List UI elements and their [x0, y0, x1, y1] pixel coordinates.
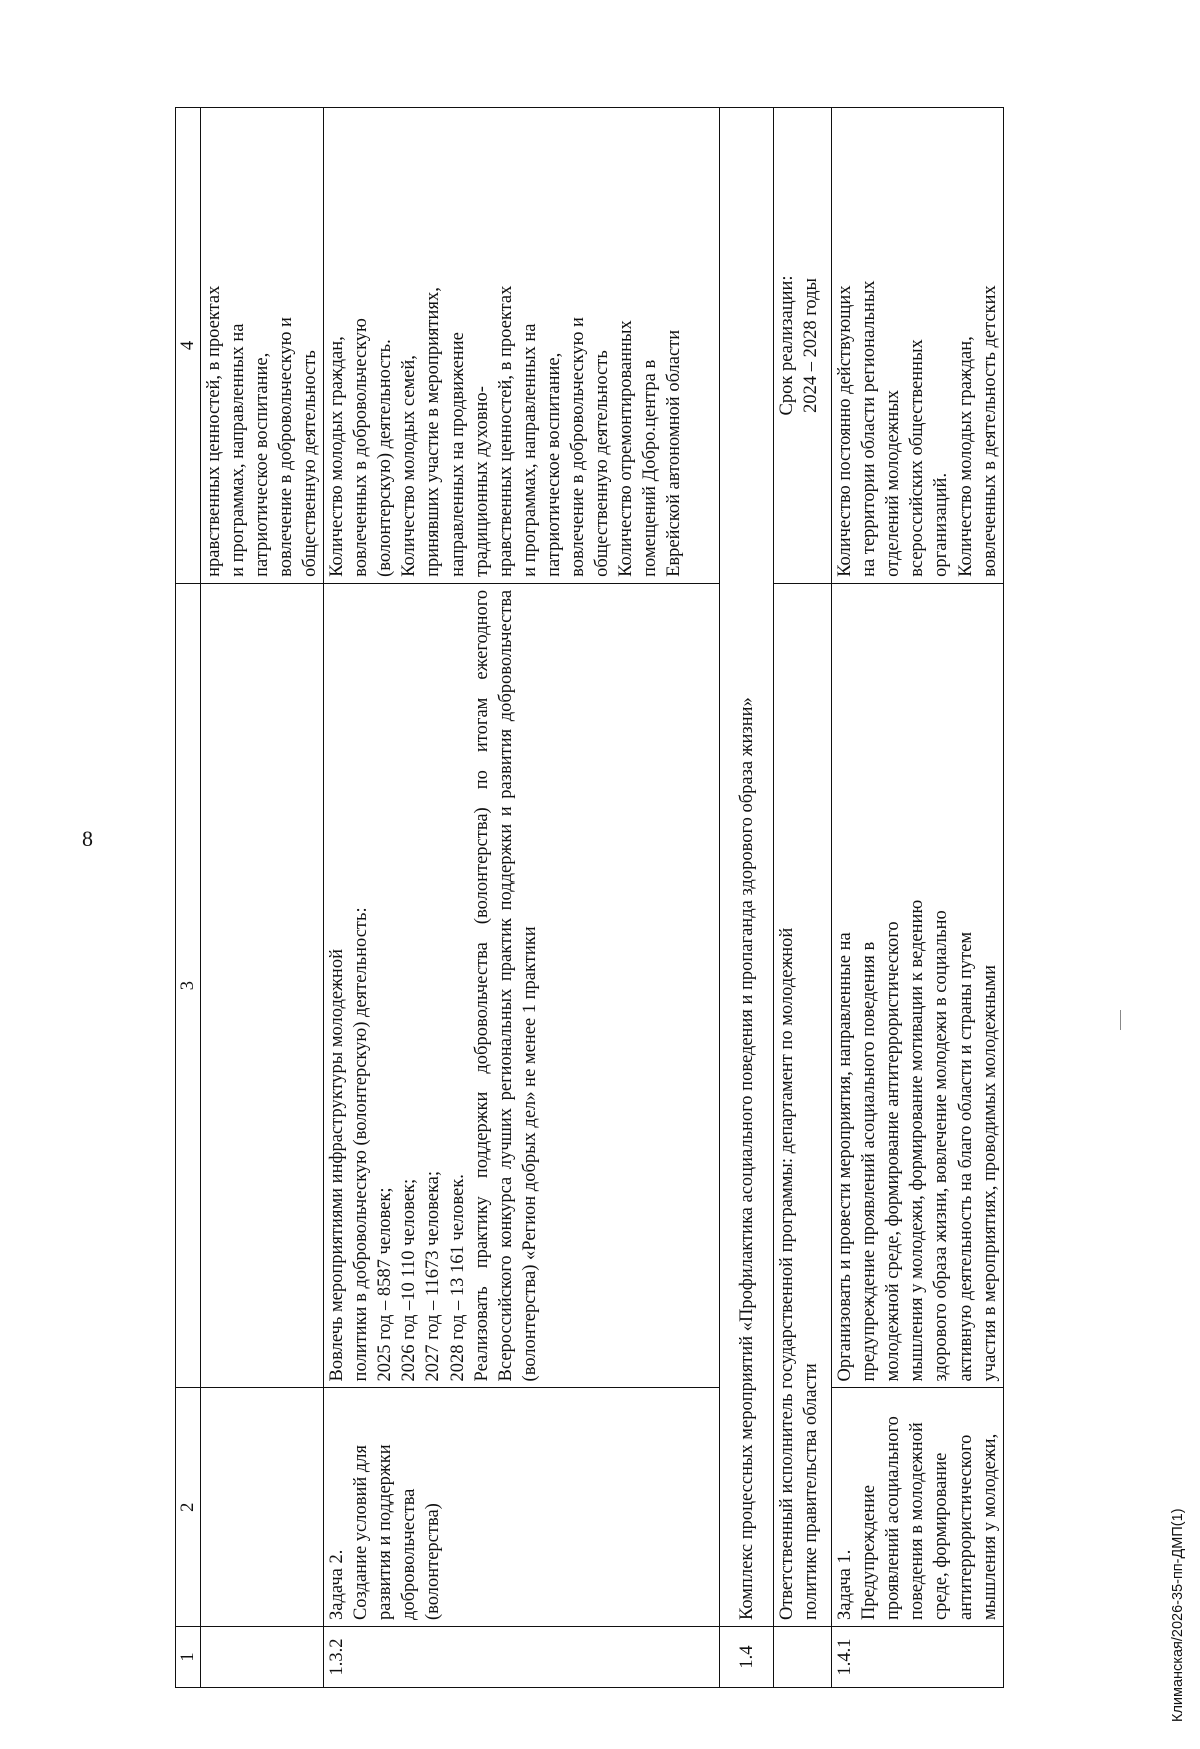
indicator-line: организаций.: [931, 472, 952, 577]
indicator-line: традиционных духовно-: [471, 386, 492, 577]
program-activities-table: [175, 107, 1004, 1688]
result-line: Организовать и провести мероприятия, направленные на: [835, 932, 856, 1382]
header-col-3: 3: [176, 583, 201, 1388]
cell-num: 1.3.2: [324, 1627, 720, 1688]
task-line: мышления у молодежи,: [979, 1433, 1000, 1621]
cell-num: [774, 1627, 832, 1688]
responsible-executor: [774, 583, 832, 1626]
result-line: 2026 год –10 110 человек;: [399, 1178, 420, 1382]
rotated-table-container: [175, 107, 1149, 1688]
result-line: здорового образа жизни, вовлечение молодежи в социально: [931, 910, 952, 1382]
indicator-line: Количество отремонтированных: [615, 320, 636, 577]
indicator-line: нравственных ценностей, в проектах: [495, 285, 516, 577]
term-line: 2024 – 2028 годы: [801, 278, 822, 413]
task-line: добровольчества: [399, 1488, 420, 1621]
indicator-line: помещений Добро.центра в: [639, 359, 660, 577]
result-line: 2027 год – 11673 человека;: [423, 1170, 444, 1382]
indicator-line: патриотическое воспитание,: [543, 352, 564, 577]
result-line: 2028 год – 13 161 человек.: [447, 1174, 468, 1382]
responsible-line: политике правительства области: [801, 1363, 822, 1621]
task-line: развития и поддержки: [375, 1444, 396, 1621]
cell-result: [832, 583, 1003, 1388]
indicator-line: всероссийских общественных: [907, 339, 928, 577]
indicator-line: патриотическое воспитание,: [252, 352, 273, 577]
indicator-line: вовлеченных в деятельность детских: [979, 285, 1000, 577]
implementation-term: [774, 108, 832, 584]
term-line: Срок реализации:: [777, 275, 798, 416]
result-paragraph: Реализовать практику поддержки добровольчества (волонтерства) по итогам ежегодного Всероссийского конкурса лучших региональных практик поддержки и развития добровольчества (волонтерства) «Регион добрых дел» не менее 1 практики: [471, 589, 540, 1382]
indicator-line: и программах, направленных на: [519, 323, 540, 577]
indicator-line: Количество молодых граждан,: [955, 336, 976, 577]
task-line: проявлений асоциального: [883, 1416, 904, 1621]
indicator-line: вовлеченных в добровольческую: [351, 318, 372, 577]
header-col-2: 2: [176, 1388, 201, 1627]
cell-num: 1.4.1: [832, 1627, 1003, 1688]
result-line: мышления у молодежи, формирование мотивации к ведению: [907, 899, 928, 1382]
indicator-line: общественную деятельность: [591, 350, 612, 577]
result-line: 2025 год – 8587 человек;: [375, 1187, 396, 1382]
indicator-line: общественную деятельность: [300, 350, 321, 577]
complex-title: Комплекс процессных мероприятий «Профилактика асоциального поведения и пропаганда здорового образа жизни»: [720, 108, 774, 1627]
document-footer-code: Климанская/2026-35-пп-ДМП(1): [1170, 1508, 1186, 1722]
task-line: антитеррористического: [955, 1434, 976, 1621]
table-row-continuation: [201, 108, 324, 1688]
table-row-1-3-2: [324, 108, 720, 1688]
page-number: 8: [82, 826, 93, 851]
cell-task: [832, 1388, 1003, 1627]
indicator-line: отделений молодежных: [883, 389, 904, 577]
result-line: предупреждение проявлений асоциального поведения в: [859, 941, 880, 1382]
task-line: среде, формирование: [931, 1452, 952, 1621]
indicator-line: нравственных ценностей, в проектах: [204, 285, 225, 577]
table-row-1-4-1: [832, 108, 1003, 1688]
indicator-line: вовлечение в добровольческую и: [567, 317, 588, 577]
cell-result: [201, 583, 324, 1388]
header-col-1: 1: [176, 1627, 201, 1688]
indicator-line: вовлечение в добровольческую и: [276, 317, 297, 577]
task-line: Создание условий для: [351, 1444, 372, 1621]
cell-task: [324, 1388, 720, 1627]
cell-indicators: [324, 108, 720, 584]
task-line: Предупреждение: [859, 1485, 880, 1621]
table-row-1-4: [720, 108, 774, 1688]
table-header-row: [176, 108, 201, 1688]
indicator-line: Количество молодых граждан,: [327, 336, 348, 577]
indicator-line: и программах, направленных на: [228, 323, 249, 577]
indicator-line: Еврейской автономной области: [663, 329, 684, 577]
cell-result: [324, 583, 720, 1388]
task-line: поведения в молодежной: [907, 1422, 928, 1621]
cell-num: 1.4: [720, 1627, 774, 1688]
indicator-line: направленных на продвижение: [447, 332, 468, 577]
result-line: Вовлечь мероприятиями инфраструктуры молодежной: [327, 949, 348, 1382]
table-row-responsible: [774, 108, 832, 1688]
indicator-line: принявших участие в мероприятиях,: [423, 287, 444, 577]
indicator-line: на территории области региональных: [859, 280, 880, 577]
header-col-4: 4: [176, 108, 201, 584]
indicator-line: Количество молодых семей,: [399, 355, 420, 577]
task-line: Задача 1.: [835, 1549, 856, 1621]
task-line: (волонтерства): [423, 1503, 444, 1621]
result-line: молодежной среде, формирование антитеррористического: [883, 921, 904, 1382]
indicator-line: Количество постоянно действующих: [835, 285, 856, 577]
cell-indicators: [832, 108, 1003, 584]
responsible-line: Ответственный исполнитель государственной программы: департамент по молодежной: [777, 927, 798, 1621]
cell-num: [201, 1627, 324, 1688]
indicator-line: (волонтерскую) деятельность.: [375, 339, 396, 577]
result-line: активную деятельность на благо области и страны путем: [955, 931, 976, 1382]
cell-indicators: [201, 108, 324, 584]
result-line: политики в добровольческую (волонтерскую) деятельность:: [351, 907, 372, 1382]
cell-task: [201, 1388, 324, 1627]
result-line: участия в мероприятиях, проводимых молодежными: [979, 964, 1000, 1382]
task-line: Задача 2.: [327, 1549, 348, 1621]
